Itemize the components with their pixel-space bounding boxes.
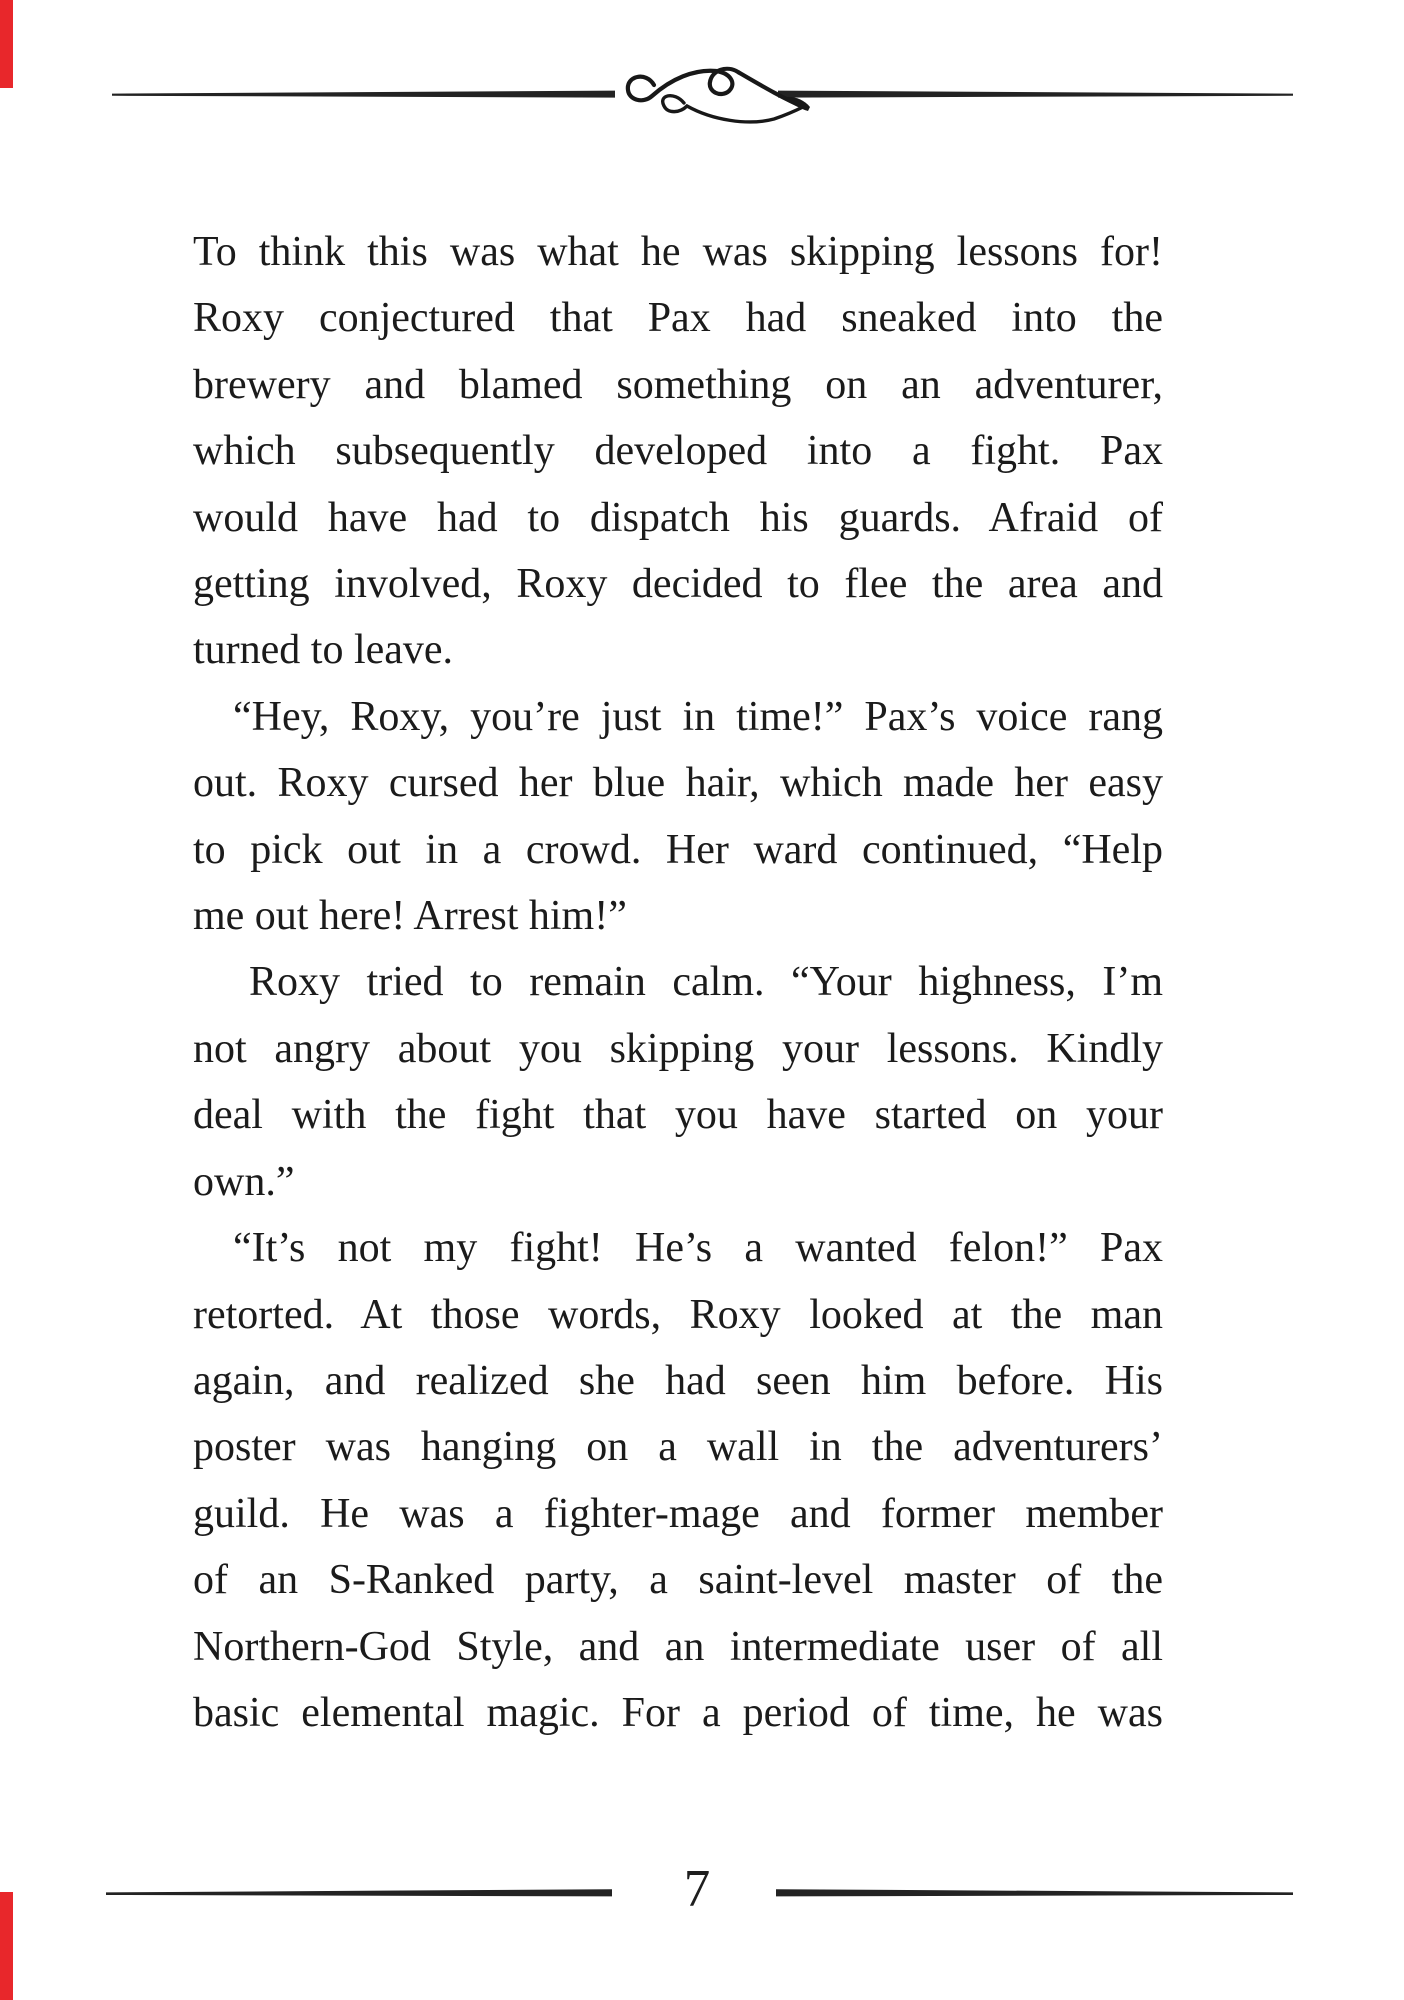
text-line: To think this was what he was skipping lessons for! — [193, 229, 1163, 275]
text-line: “Hey, Roxy, you’re just in time!” Pax’s voice rang — [233, 693, 1163, 740]
paragraph — [193, 684, 1163, 950]
text-line: getting involved, Roxy decided to flee the area and — [193, 561, 1163, 608]
text-line: out. Roxy cursed her blue hair, which made her easy — [193, 760, 1163, 807]
text-line: poster was hanging on a wall in the adventurers’ — [193, 1424, 1163, 1471]
page-number: 7 — [683, 1860, 711, 1918]
text-line: to pick out in a crowd. Her ward continued, “Help — [193, 826, 1163, 873]
text-line: would have had to dispatch his guards. Afraid of — [193, 494, 1163, 541]
text-line: Roxy conjectured that Pax had sneaked into the — [193, 295, 1163, 342]
text-line: which subsequently developed into a fight. Pax — [193, 428, 1163, 475]
text-line: brewery and blamed something on an adventurer, — [193, 361, 1163, 408]
text-line: again, and realized she had seen him before. His — [193, 1357, 1163, 1404]
text-line: Roxy tried to remain calm. “Your highness, I’m — [249, 959, 1163, 1006]
red-page-edge-top — [0, 0, 13, 88]
paragraph — [193, 949, 1163, 1215]
red-page-edge-bottom — [0, 1892, 13, 2000]
text-line: own.” — [193, 1158, 295, 1205]
header-rule-left — [112, 89, 615, 99]
paragraph — [193, 1215, 1163, 1746]
text-line: turned to leave. — [193, 627, 454, 674]
text-line: guild. He was a fighter-mage and former member — [193, 1490, 1163, 1537]
text-line: basic elemental magic. For a period of time, he was — [193, 1689, 1163, 1736]
text-line: “It’s not my fight! He’s a wanted felon!” Pax — [233, 1225, 1163, 1272]
flourish-ornament-icon — [616, 58, 820, 132]
paragraph — [193, 219, 1163, 684]
text-line: Northern-God Style, and an intermediate user of all — [193, 1623, 1163, 1670]
text-line: of an S-Ranked party, a saint-level master of the — [193, 1557, 1163, 1604]
footer-rule-right — [776, 1887, 1293, 1899]
footer-rule-left — [106, 1887, 612, 1899]
text-line: me out here! Arrest him!” — [193, 893, 627, 940]
header-rule-right — [778, 89, 1293, 99]
text-line: retorted. At those words, Roxy looked at the man — [193, 1291, 1163, 1338]
text-line: deal with the fight that you have started on your — [193, 1092, 1163, 1139]
text-line: not angry about you skipping your lessons. Kindly — [193, 1025, 1163, 1072]
text-block — [193, 219, 1163, 1746]
